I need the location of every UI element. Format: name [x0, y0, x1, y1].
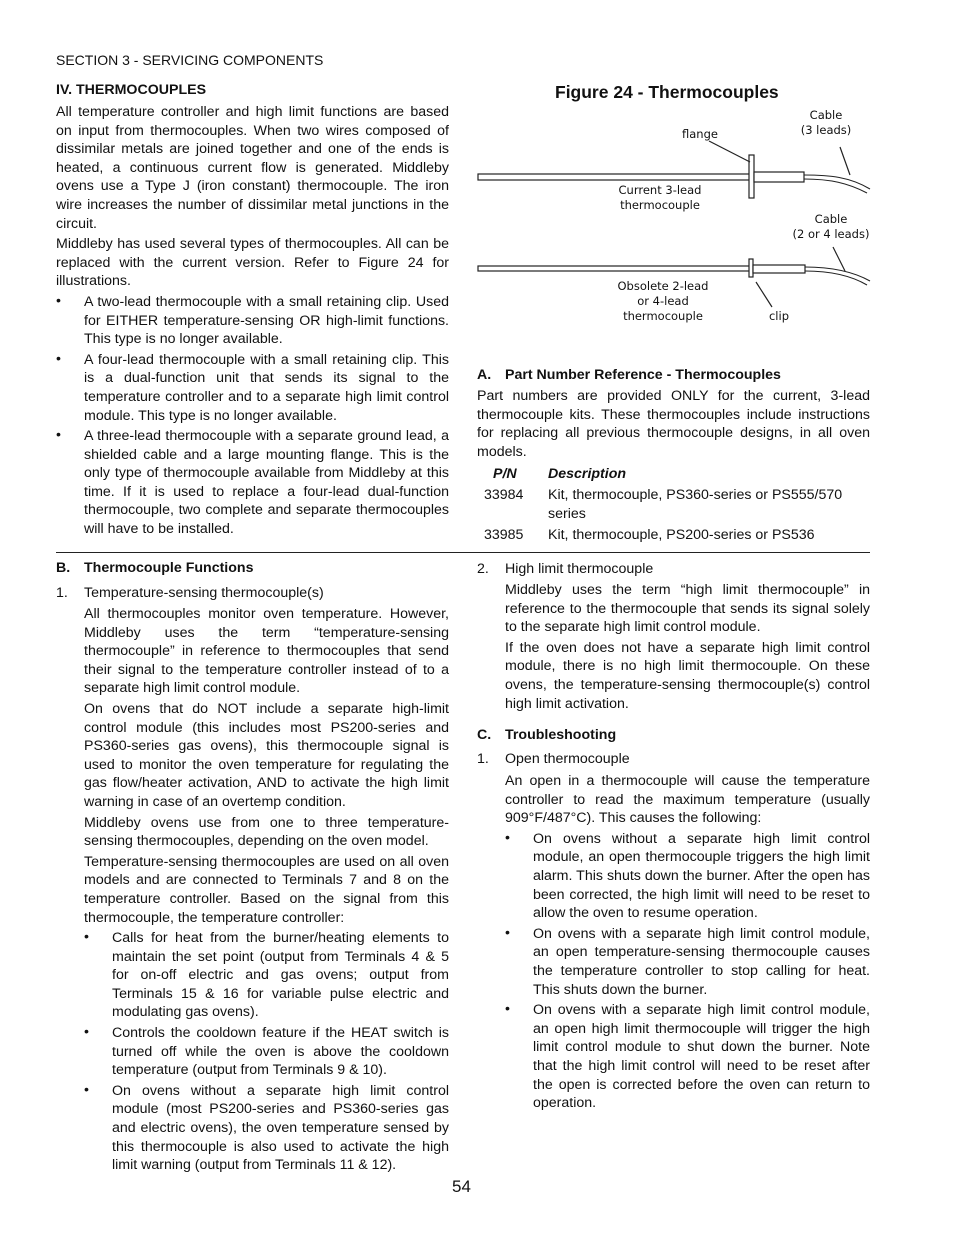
bullet-mark: • — [505, 829, 510, 846]
troubleshooting-body — [505, 772, 870, 1113]
bullet-mark: • — [84, 1024, 89, 1041]
cable-leader — [840, 147, 850, 175]
item-title: Temperature-sensing thermocouple(s) — [84, 585, 324, 601]
part-description: Kit, thermocouple, PS360-series or PS555/570 series — [548, 487, 843, 522]
label-obsolete-thermocouple: Obsolete 2-lead or 4-lead thermocouple — [617, 279, 709, 323]
label-clip: clip — [768, 309, 789, 323]
section-header: SECTION 3 - SERVICING COMPONENTS — [56, 52, 324, 68]
section-b-body — [84, 605, 449, 1175]
paragraph: Middleby uses the term “high limit thermocouple” in reference to the thermocouple that sends its signal solely to the separate high limit control module. — [505, 582, 870, 636]
figure-title: Figure 24 - Thermocouples — [555, 82, 779, 102]
bullet-mark: • — [56, 350, 61, 367]
bullet-mark: • — [84, 1081, 89, 1098]
part-ref-paragraph: Part numbers are provided ONLY for the current, 3-lead thermocouple kits. These thermocouples include instructions for replacing all previous thermocouple designs, in all oven models. — [477, 388, 870, 460]
part-number-table — [477, 465, 870, 545]
part-ref-letter: A. — [477, 367, 492, 383]
list-item — [56, 427, 449, 539]
bullet-text: A three-lead thermocouple with a separate ground lead, a shielded cable and a large mounting flange. This is the only type of thermocouple available from Middleby at this time. If it is used to replace a four-lead dual-function thermocouple, two complete and separate thermocouples will have to be installed. — [84, 428, 449, 538]
label-cable-3-leads: Cable (3 leads) — [800, 108, 852, 137]
clip-leader — [756, 282, 772, 307]
paragraph: If the oven does not have a separate high limit control module, there is no high limit thermocouple. On these ovens, the temperature-sensing thermocouple(s) control high limit activation. — [505, 639, 870, 712]
list-item — [56, 351, 449, 425]
part-description: Kit, thermocouple, PS200-series or PS536 — [548, 527, 815, 543]
list-item — [56, 293, 449, 349]
cable-lead — [804, 179, 867, 193]
item-title: Open thermocouple — [505, 751, 630, 767]
paragraph: An open in a thermocouple will cause the temperature controller to read the maximum temperature (usually 909°F/487°C). This causes the following: — [505, 773, 870, 827]
list-item — [505, 830, 870, 923]
bullet-mark: • — [56, 292, 61, 309]
intro-paragraph: All temperature controller and high limit functions are based on input from thermocouples. When two wires composed of dissimilar metals are joined together and one of the ends is heated, a continuous current flow is generated. Middleby ovens use a Type J (iron constant) thermocouple. The iron wire increases the number of dissimilar metal junctions in the circuit. — [56, 104, 449, 232]
cable-lead — [805, 271, 867, 285]
list-item — [84, 1024, 449, 1080]
section-c-heading: Troubleshooting — [505, 727, 617, 743]
cable-leader — [833, 247, 845, 271]
column-header-pn: P/N — [493, 466, 517, 482]
bullet-mark: • — [56, 427, 61, 444]
label-cable-2-or-4-leads: Cable (2 or 4 leads) — [792, 212, 870, 241]
types-paragraph: Middleby has used several types of thermocouples. All can be replaced with the current version. Refer to Figure 24 for illustrations. — [56, 236, 449, 290]
obsolete-probe-body — [753, 265, 805, 273]
obsolete-probe-tube — [478, 266, 750, 271]
label-flange: flange — [682, 127, 718, 141]
section-b-letter: B. — [56, 560, 71, 576]
bullet-text: On ovens with a separate high limit control module, an open high limit thermocouple will trigger the high limit control module to shut down the burner. Note that the high limit control will need to be reset after the open is corrected before the oven can return to operation. — [533, 1002, 870, 1112]
current-probe-body — [754, 172, 804, 182]
paragraph: All thermocouples monitor oven temperature. However, Middleby uses the term “temperature-sensing thermocouple” in reference to thermocouples that send their signal to the temperature controller instead of to a separate high limit control module. — [84, 606, 449, 697]
item-number: 2. — [477, 561, 489, 577]
flange-leader — [709, 141, 750, 162]
paragraph: On ovens that do NOT include a separate high-limit control module (this includes most PS200-series and PS360-series gas ovens), this thermocouple signal is used to monitor the oven temperature for regulating the gas flow/heater activation, AND to activate the high limit warning in case of an overtemp condition. — [84, 700, 449, 810]
item-number: 1. — [477, 751, 489, 767]
part-number: 33985 — [484, 527, 524, 543]
table-header — [477, 465, 870, 485]
bullet-text: Calls for heat from the burner/heating elements to maintain the set point (output from Terminals 4 & 5 for on-off electric and gas ovens; output from Terminals 15 & 16 for variable pulse electric and modulating gas ovens). — [112, 930, 449, 1021]
bullet-text: On ovens with a separate high limit control module, an open temperature-sensing thermocouple causes the temperature controller to stop calling for heat. This shuts down the burner. — [533, 925, 870, 998]
bullet-mark: • — [505, 924, 510, 941]
bullet-text: A two-lead thermocouple with a small retaining clip. Used for EITHER temperature-sensing OR high-limit functions. This type is no longer available. — [84, 293, 449, 348]
part-number: 33984 — [484, 487, 524, 503]
bullet-text: On ovens without a separate high limit control module, an open thermocouple triggers the high limit alarm. This shuts down the burner. After the open has been corrected, the high limit will need to be reset to allow the oven to resume operation. — [533, 830, 870, 922]
paragraph: Middleby ovens use from one to three temperature-sensing thermocouples, depending on the oven model. — [84, 814, 449, 850]
list-item — [505, 925, 870, 999]
list-item — [84, 929, 449, 1022]
column-header-description: Description — [548, 466, 627, 482]
part-ref-heading: Part Number Reference - Thermocouples — [505, 367, 781, 383]
item-title: High limit thermocouple — [505, 561, 654, 577]
item-number: 1. — [56, 585, 68, 601]
table-row — [477, 485, 870, 525]
intro-column — [56, 103, 449, 539]
section-b-heading: Thermocouple Functions — [84, 560, 254, 576]
bullet-text: On ovens without a separate high limit control module (most PS200-series and PS360-series gas and electric ovens), the oven temperature sensed by this thermocouple is also used to activate the high limit warning (output from Terminals 11 & 12). — [112, 1082, 449, 1174]
section-divider — [56, 552, 870, 553]
paragraph: Temperature-sensing thermocouples are used on all oven models and are connected to Terminals 7 and 8 on the temperature controller. Based on the signal from this thermocouple, the temperature controller: — [84, 853, 449, 926]
high-limit-body — [505, 581, 870, 713]
page-number: 54 — [452, 1177, 471, 1196]
section-heading-thermocouples: IV. THERMOCOUPLES — [56, 82, 207, 98]
list-item — [84, 1082, 449, 1175]
list-item — [505, 1001, 870, 1113]
table-row — [477, 525, 870, 545]
label-current-thermocouple: Current 3-lead thermocouple — [618, 183, 702, 212]
section-c-letter: C. — [477, 727, 492, 743]
bullet-mark: • — [505, 1001, 510, 1018]
current-probe-tube — [478, 174, 750, 180]
bullet-text: A four-lead thermocouple with a small retaining clip. This is a dual-function unit that sends its signal to the temperature controller and to a separate high limit control module. This type is no longer available. — [84, 351, 449, 424]
bullet-text: Controls the cooldown feature if the HEAT switch is turned off while the oven is above the cooldown temperature (output from Terminals 9 & 10). — [112, 1025, 449, 1079]
bullet-mark: • — [84, 929, 89, 946]
